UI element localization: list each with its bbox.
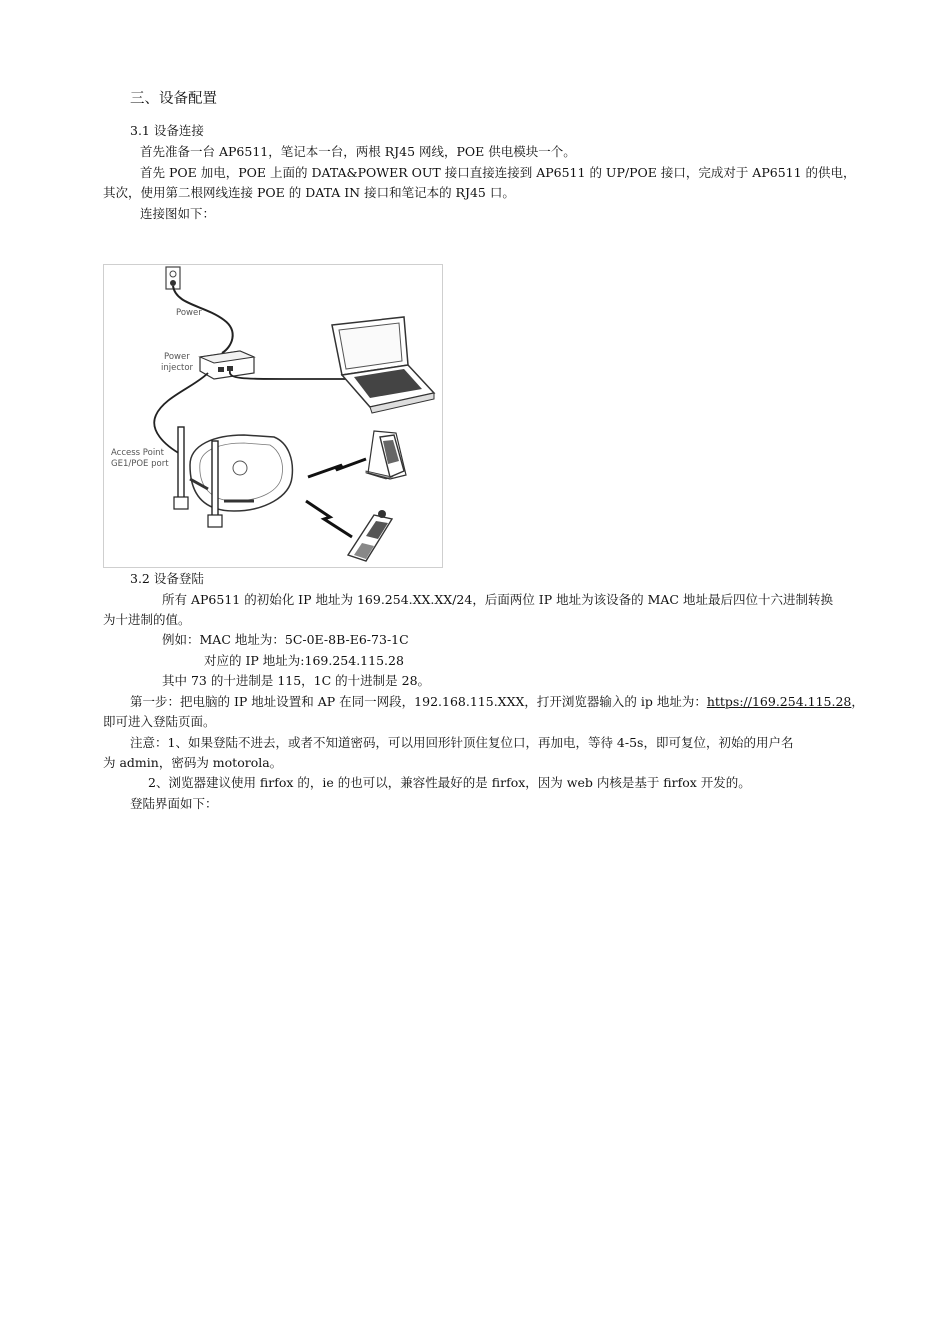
step1-line1 xyxy=(130,694,864,710)
example-mac: 例如：MAC 地址为：5C-0E-8B-E6-73-1C xyxy=(162,632,409,647)
login-url-link[interactable]: https://169.254.115.28 xyxy=(706,694,852,709)
connection-diagram-svg xyxy=(104,265,442,567)
label-access-point-2: GE1/POE port xyxy=(111,459,169,469)
scanner-icon xyxy=(348,510,392,561)
power-outlet-icon xyxy=(166,267,180,289)
step1-line2: 即可进入登陆页面。 xyxy=(103,714,216,729)
access-point-icon xyxy=(174,427,292,527)
step1-tail: ， xyxy=(851,694,864,709)
heading-3-2: 3.2 设备登陆 xyxy=(130,571,204,586)
label-access-point-1: Access Point xyxy=(111,448,164,458)
power-injector-icon xyxy=(200,351,254,379)
note1-line1: 注意：1、如果登陆不进去，或者不知道密码，可以用回形针顶住复位口，再加电，等待 4-5s，即可复位，初始的用户名 xyxy=(130,735,794,750)
label-injector-1: Power xyxy=(164,352,190,362)
connection-diagram xyxy=(103,264,443,568)
login-intro: 登陆界面如下： xyxy=(130,796,218,811)
example-decimal: 其中 73 的十进制是 115，1C 的十进制是 28。 xyxy=(162,673,431,688)
paragraph-diagram-intro: 连接图如下： xyxy=(140,206,216,221)
label-power: Power xyxy=(176,308,202,318)
paragraph-ip-line1: 所有 AP6511 的初始化 IP 地址为 169.254.XX.XX/24，后面两位 IP 地址为该设备的 MAC 地址最后四位十六进制转换 xyxy=(162,592,833,607)
paragraph-ip-line2: 为十进制的值。 xyxy=(103,612,191,627)
heading-3-1: 3.1 设备连接 xyxy=(130,123,204,138)
paragraph-equipment: 首先准备一台 AP6511，笔记本一台，两根 RJ45 网线，POE 供电模块一个。 xyxy=(140,144,576,159)
step1-text: 第一步：把电脑的 IP 地址设置和 AP 在同一网段，192.168.115.XXX，打开浏览器输入的 ip 地址为： xyxy=(130,694,707,709)
pda-icon xyxy=(366,431,406,479)
paragraph-poe-line2: 其次，使用第二根网线连接 POE 的 DATA IN 接口和笔记本的 RJ45 口。 xyxy=(103,185,515,200)
section-title: 三、设备配置 xyxy=(130,91,217,107)
label-injector-2: injector xyxy=(161,363,194,373)
example-ip: 对应的 IP 地址为:169.254.115.28 xyxy=(204,653,404,668)
laptop-icon xyxy=(332,317,434,413)
paragraph-poe-line1: 首先 POE 加电，POE 上面的 DATA&POWER OUT 接口直接连接到 AP6511 的 UP/POE 接口，完成对于 AP6511 的供电， xyxy=(140,165,856,180)
note1-line2: 为 admin，密码为 motorola。 xyxy=(103,755,283,770)
note2: 2、浏览器建议使用 firfox 的，ie 的也可以，兼容性最好的是 firfox，因为 web 内核是基于 firfox 开发的。 xyxy=(148,775,751,790)
